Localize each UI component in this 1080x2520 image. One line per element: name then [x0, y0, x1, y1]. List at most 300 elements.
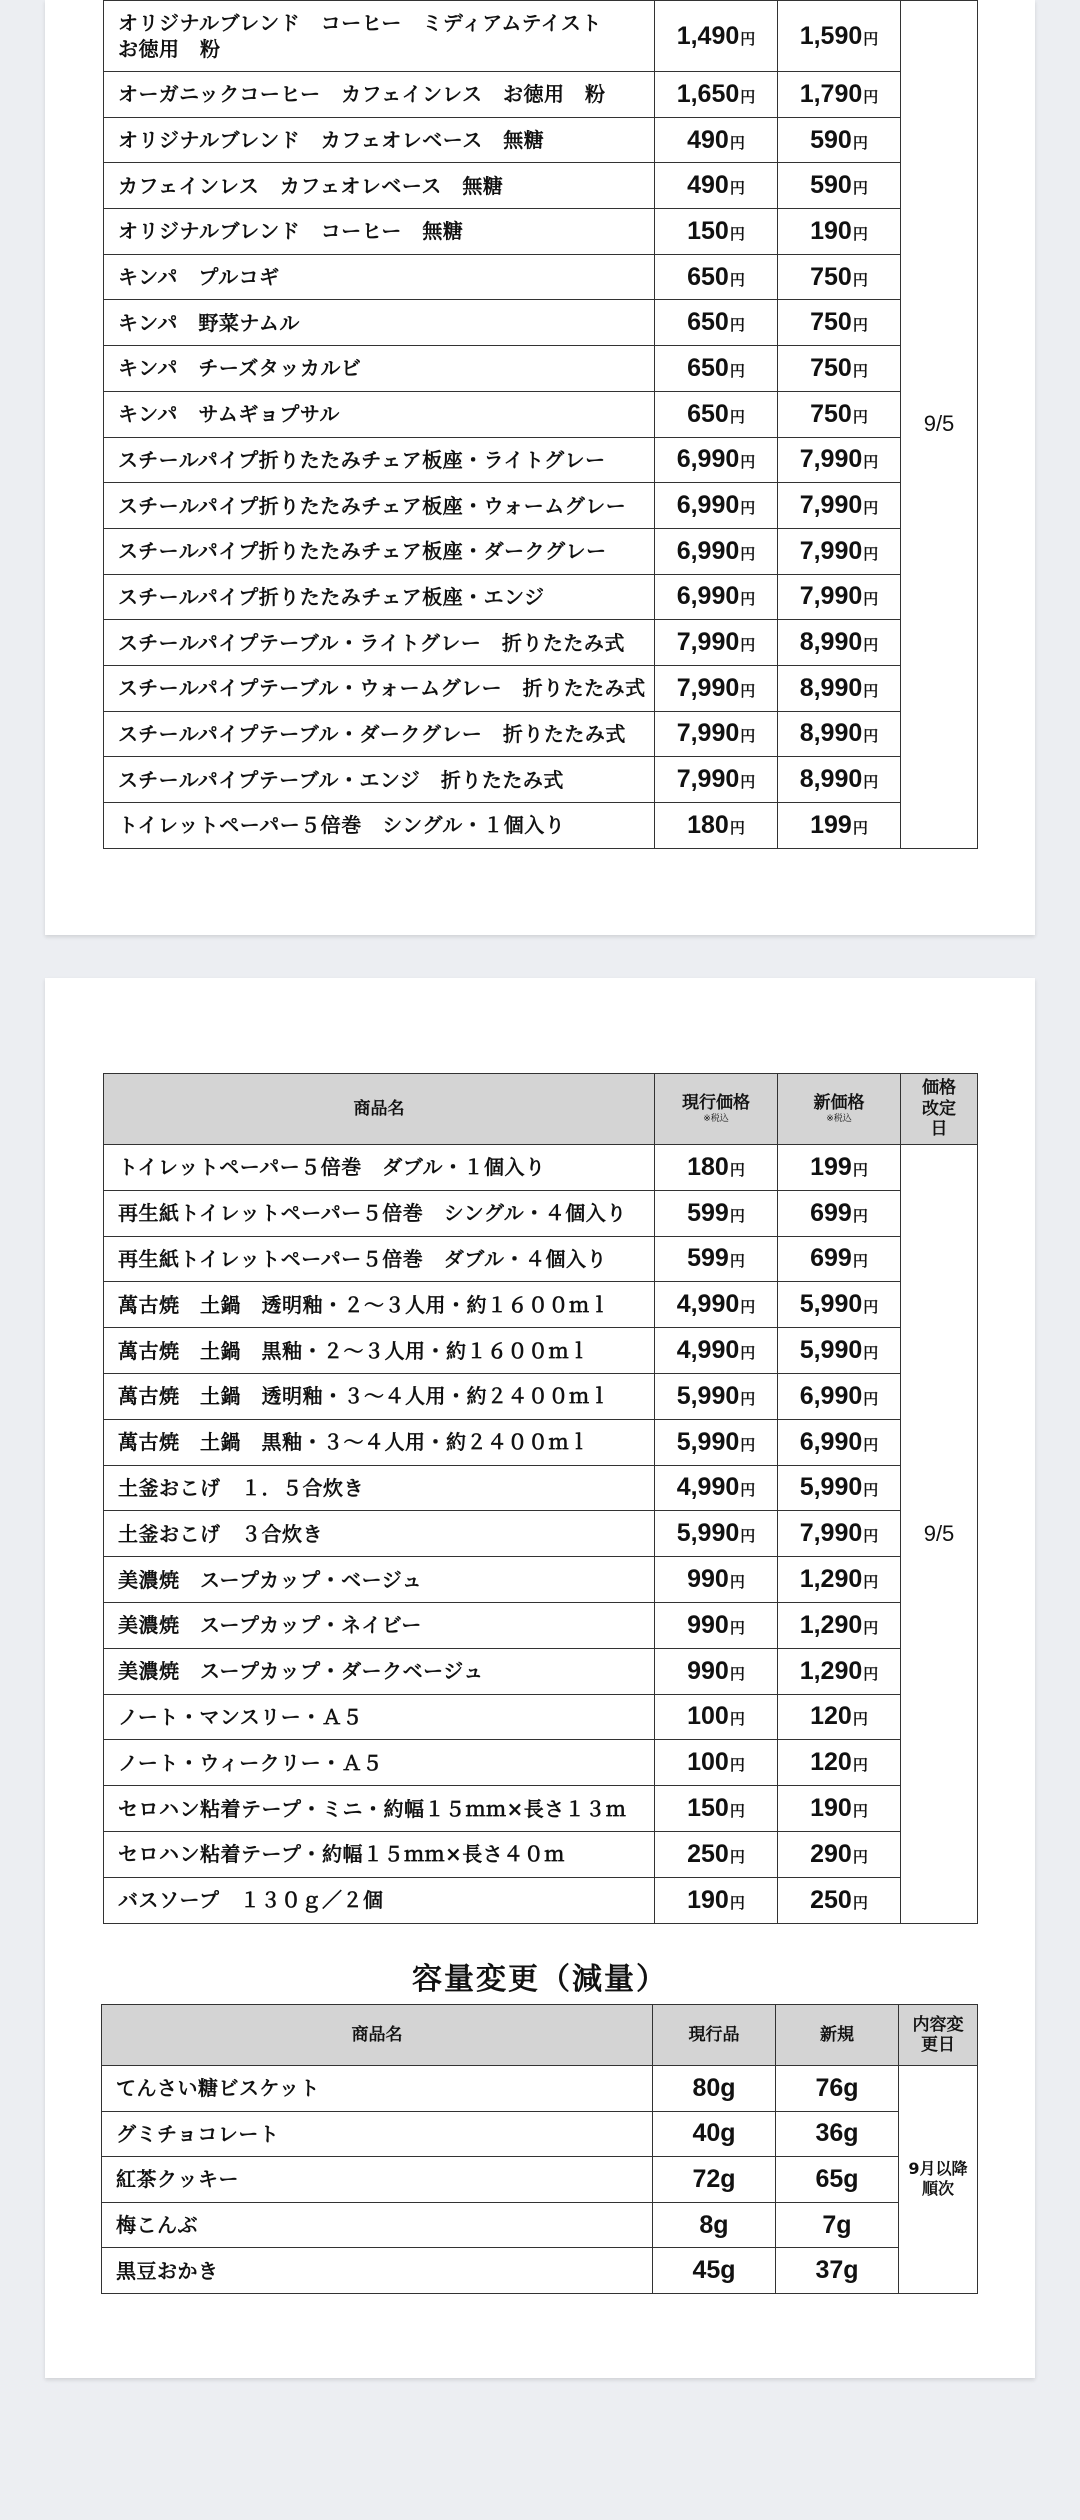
new-price: [778, 528, 901, 574]
product-name: グミチョコレート: [102, 2111, 653, 2157]
table-row: [104, 1145, 978, 1191]
volume-change-title: 容量変更（減量）: [412, 1962, 668, 1997]
product-name: 紅茶クッキー: [102, 2157, 653, 2203]
table-row: [104, 1465, 978, 1511]
yen-unit: 円: [852, 819, 868, 837]
new-price: [778, 1, 901, 72]
table-row: [104, 711, 978, 757]
product-name: スチールパイプ折りたたみチェア板座・ウォームグレー: [104, 483, 655, 529]
new-price: [778, 1145, 901, 1191]
new-price-value: 750: [810, 353, 852, 382]
current-price: [655, 1694, 778, 1740]
yen-unit: 円: [729, 1665, 745, 1683]
yen-unit: 円: [863, 454, 879, 472]
new-volume: 65g: [776, 2157, 899, 2203]
table-row: [104, 1511, 978, 1557]
current-price-value: 6,990: [676, 536, 740, 565]
current-price: [655, 391, 778, 437]
table-row: [104, 1877, 978, 1923]
price-change-table-1: [103, 0, 978, 849]
new-price-value: 1,290: [799, 1656, 863, 1685]
new-price: [778, 620, 901, 666]
current-price-value: 250: [687, 1839, 729, 1868]
yen-unit: 円: [729, 134, 745, 152]
current-price: [655, 1419, 778, 1465]
new-price: [778, 1648, 901, 1694]
new-price-value: 6,990: [799, 1427, 863, 1456]
product-name: セロハン粘着テープ・ミニ・約幅１５ｍｍ×長さ１３ｍ: [104, 1786, 655, 1832]
volume-change-date: [899, 2066, 978, 2294]
new-price-value: 8,990: [799, 673, 863, 702]
current-price-value: 7,990: [676, 765, 740, 794]
yen-unit: 円: [863, 682, 879, 700]
current-price-value: 100: [687, 1702, 729, 1731]
new-price: [778, 1236, 901, 1282]
new-price: [778, 803, 901, 849]
table-row: [104, 574, 978, 620]
yen-unit: 円: [863, 637, 879, 655]
current-price: [655, 1, 778, 72]
price-list-card-1: [45, 0, 1035, 935]
current-price: [655, 1877, 778, 1923]
yen-unit: 円: [863, 1665, 879, 1683]
current-price: [655, 1557, 778, 1603]
yen-unit: 円: [729, 1848, 745, 1866]
current-price-value: 1,490: [676, 21, 740, 50]
current-price: [655, 711, 778, 757]
table-row: [104, 1648, 978, 1694]
header-volume-current: 現行品: [653, 2005, 776, 2066]
yen-unit: 円: [729, 819, 745, 837]
table-row: [104, 346, 978, 392]
product-name: 再生紙トイレットペーパー５倍巻 シングル・４個入り: [104, 1190, 655, 1236]
yen-unit: 円: [729, 271, 745, 289]
new-price: [778, 1373, 901, 1419]
product-name: バスソープ １３０ｇ／２個: [104, 1877, 655, 1923]
current-price: [655, 1786, 778, 1832]
table-row: [102, 2202, 978, 2248]
header-change-date: 価格改定日: [901, 1074, 978, 1145]
product-name: 萬古焼 土鍋 透明釉・３～４人用・約２４００ｍｌ: [104, 1373, 655, 1419]
current-price: [655, 72, 778, 118]
new-volume: 7g: [776, 2202, 899, 2248]
table-row: [102, 2248, 978, 2294]
product-name: ノート・ウィークリー・Ａ５: [104, 1740, 655, 1786]
yen-unit: 円: [852, 408, 868, 426]
current-price: [655, 1648, 778, 1694]
new-price-value: 7,990: [799, 582, 863, 611]
yen-unit: 円: [852, 1253, 868, 1271]
new-price: [778, 1831, 901, 1877]
yen-unit: 円: [852, 1757, 868, 1775]
current-price: [655, 209, 778, 255]
new-price-value: 1,590: [799, 21, 863, 50]
current-price-value: 6,990: [676, 582, 740, 611]
table-row: [104, 528, 978, 574]
current-price-value: 650: [687, 262, 729, 291]
yen-unit: 円: [729, 408, 745, 426]
new-price: [778, 757, 901, 803]
new-price-value: 7,990: [799, 536, 863, 565]
product-name: 萬古焼 土鍋 黒釉・２～３人用・約１６００ｍｌ: [104, 1328, 655, 1374]
new-price: [778, 1877, 901, 1923]
yen-unit: 円: [729, 1207, 745, 1225]
yen-unit: 円: [740, 637, 756, 655]
current-volume: 45g: [653, 2248, 776, 2294]
table-row: [104, 483, 978, 529]
yen-unit: 円: [852, 1894, 868, 1912]
yen-unit: 円: [740, 1299, 756, 1317]
current-price: [655, 620, 778, 666]
product-name: スチールパイプテーブル・ライトグレー 折りたたみ式: [104, 620, 655, 666]
current-price: [655, 1328, 778, 1374]
product-name: 美濃焼 スープカップ・ダークベージュ: [104, 1648, 655, 1694]
table-row: [104, 437, 978, 483]
current-price: [655, 1236, 778, 1282]
new-price-value: 190: [810, 1794, 852, 1823]
product-name: 梅こんぶ: [102, 2202, 653, 2248]
current-price-value: 7,990: [676, 628, 740, 657]
current-price: [655, 528, 778, 574]
current-price: [655, 346, 778, 392]
yen-unit: 円: [729, 317, 745, 335]
yen-unit: 円: [740, 682, 756, 700]
current-price-value: 990: [687, 1565, 729, 1594]
product-name: トイレットペーパー５倍巻 ダブル・１個入り: [104, 1145, 655, 1191]
new-price-value: 8,990: [799, 765, 863, 794]
new-price: [778, 300, 901, 346]
current-price-value: 6,990: [676, 491, 740, 520]
table-row: [104, 803, 978, 849]
current-price-value: 150: [687, 216, 729, 245]
new-price: [778, 1190, 901, 1236]
new-price-value: 120: [810, 1748, 852, 1777]
product-name: ノート・マンスリー・Ａ５: [104, 1694, 655, 1740]
current-volume: 40g: [653, 2111, 776, 2157]
yen-unit: 円: [863, 1299, 879, 1317]
current-price-value: 180: [687, 810, 729, 839]
yen-unit: 円: [740, 30, 756, 48]
current-price-value: 650: [687, 399, 729, 428]
product-name: 土釜おこげ ３合炊き: [104, 1511, 655, 1557]
yen-unit: 円: [863, 545, 879, 563]
new-price-value: 699: [810, 1198, 852, 1227]
new-volume: 76g: [776, 2066, 899, 2112]
table-row: [104, 209, 978, 255]
yen-unit: 円: [729, 362, 745, 380]
new-price-value: 750: [810, 308, 852, 337]
new-price: [778, 1419, 901, 1465]
yen-unit: 円: [729, 1894, 745, 1912]
price-change-date: 9/5: [901, 1, 978, 849]
current-price: [655, 1740, 778, 1786]
new-price-value: 7,990: [799, 445, 863, 474]
product-name: カフェインレス カフェオレベース 無糖: [104, 163, 655, 209]
table-row: [104, 1557, 978, 1603]
table-row: [104, 72, 978, 118]
new-price: [778, 209, 901, 255]
new-price-value: 590: [810, 171, 852, 200]
current-price: [655, 1190, 778, 1236]
table-row: [104, 1419, 978, 1465]
yen-unit: 円: [740, 454, 756, 472]
new-price: [778, 711, 901, 757]
header-new-price: 新価格 ※税込: [778, 1074, 901, 1145]
product-name: スチールパイプ折りたたみチェア板座・ダークグレー: [104, 528, 655, 574]
current-price: [655, 300, 778, 346]
current-volume: 72g: [653, 2157, 776, 2203]
current-price: [655, 1282, 778, 1328]
new-price-value: 699: [810, 1244, 852, 1273]
yen-unit: 円: [729, 1757, 745, 1775]
new-price: [778, 665, 901, 711]
current-price-value: 5,990: [676, 1427, 740, 1456]
yen-unit: 円: [852, 317, 868, 335]
current-price-value: 599: [687, 1244, 729, 1273]
current-price-value: 650: [687, 353, 729, 382]
product-name: スチールパイプテーブル・ウォームグレー 折りたたみ式: [104, 665, 655, 711]
current-price: [655, 665, 778, 711]
new-price-value: 199: [810, 1152, 852, 1181]
table-row: [104, 1602, 978, 1648]
volume-change-table: [101, 2004, 978, 2294]
product-name: 萬古焼 土鍋 黒釉・３～４人用・約２４００ｍｌ: [104, 1419, 655, 1465]
current-price-value: 4,990: [676, 1336, 740, 1365]
yen-unit: 円: [729, 1619, 745, 1637]
new-price: [778, 1602, 901, 1648]
table-row: [104, 1694, 978, 1740]
new-price: [778, 117, 901, 163]
product-name: キンパ サムギョプサル: [104, 391, 655, 437]
header-product-name: 商品名: [104, 1074, 655, 1145]
yen-unit: 円: [729, 180, 745, 198]
table-row: [104, 757, 978, 803]
current-price-value: 490: [687, 125, 729, 154]
new-price-value: 190: [810, 216, 852, 245]
yen-unit: 円: [729, 1803, 745, 1821]
table-row: [104, 1190, 978, 1236]
yen-unit: 円: [740, 1482, 756, 1500]
new-price-value: 120: [810, 1702, 852, 1731]
new-price-value: 5,990: [799, 1336, 863, 1365]
new-price-value: 750: [810, 399, 852, 428]
table-row: [104, 620, 978, 666]
yen-unit: 円: [740, 545, 756, 563]
current-price-value: 7,990: [676, 673, 740, 702]
current-price-value: 5,990: [676, 1381, 740, 1410]
table-row: [104, 1786, 978, 1832]
product-name: 萬古焼 土鍋 透明釉・２～３人用・約１６００ｍｌ: [104, 1282, 655, 1328]
new-price-value: 1,790: [799, 79, 863, 108]
yen-unit: 円: [740, 1390, 756, 1408]
new-price: [778, 391, 901, 437]
current-price: [655, 1602, 778, 1648]
current-price-value: 180: [687, 1152, 729, 1181]
yen-unit: 円: [740, 1436, 756, 1454]
yen-unit: 円: [729, 1161, 745, 1179]
new-price-value: 199: [810, 810, 852, 839]
table-row: [102, 2111, 978, 2157]
yen-unit: 円: [852, 134, 868, 152]
product-name: トイレットペーパー５倍巻 シングル・１個入り: [104, 803, 655, 849]
current-price-value: 5,990: [676, 1519, 740, 1548]
yen-unit: 円: [863, 774, 879, 792]
product-name: セロハン粘着テープ・約幅１５ｍｍ×長さ４０ｍ: [104, 1831, 655, 1877]
table-row: [104, 163, 978, 209]
yen-unit: 円: [863, 30, 879, 48]
table-row: [104, 391, 978, 437]
current-price: [655, 483, 778, 529]
new-volume: 36g: [776, 2111, 899, 2157]
yen-unit: 円: [852, 180, 868, 198]
current-price-value: 150: [687, 1794, 729, 1823]
new-price: [778, 1786, 901, 1832]
yen-unit: 円: [852, 1803, 868, 1821]
current-price-value: 100: [687, 1748, 729, 1777]
product-name: 美濃焼 スープカップ・ネイビー: [104, 1602, 655, 1648]
header-volume-product-name: 商品名: [102, 2005, 653, 2066]
product-name: オーガニックコーヒー カフェインレス お徳用 粉: [104, 72, 655, 118]
current-price-value: 490: [687, 171, 729, 200]
new-price: [778, 574, 901, 620]
price-list-card-2: [45, 978, 1035, 2378]
table-row: [104, 1236, 978, 1282]
yen-unit: 円: [863, 88, 879, 106]
current-price-value: 4,990: [676, 1473, 740, 1502]
table-row: [104, 1831, 978, 1877]
current-price-value: 1,650: [676, 79, 740, 108]
yen-unit: 円: [729, 225, 745, 243]
yen-unit: 円: [852, 362, 868, 380]
current-price: [655, 1511, 778, 1557]
new-price: [778, 1694, 901, 1740]
current-price: [655, 1145, 778, 1191]
product-name: 黒豆おかき: [102, 2248, 653, 2294]
price-change-table-2: [103, 1073, 978, 1924]
yen-unit: 円: [740, 591, 756, 609]
yen-unit: 円: [863, 1574, 879, 1592]
current-price-value: 990: [687, 1656, 729, 1685]
current-price-value: 190: [687, 1885, 729, 1914]
yen-unit: 円: [729, 1253, 745, 1271]
yen-unit: 円: [863, 1390, 879, 1408]
product-name: オリジナルブレンド コーヒー 無糖: [104, 209, 655, 255]
new-price: [778, 346, 901, 392]
price-change-date: 9/5: [901, 1145, 978, 1924]
product-name: てんさい糖ビスケット: [102, 2066, 653, 2112]
current-price: [655, 1373, 778, 1419]
new-price: [778, 437, 901, 483]
new-volume: 37g: [776, 2248, 899, 2294]
new-price-value: 750: [810, 262, 852, 291]
yen-unit: 円: [863, 591, 879, 609]
yen-unit: 円: [740, 1528, 756, 1546]
header-current-price: 現行価格 ※税込: [655, 1074, 778, 1145]
current-price-value: 599: [687, 1198, 729, 1227]
current-price-value: 6,990: [676, 445, 740, 474]
product-name: スチールパイプテーブル・エンジ 折りたたみ式: [104, 757, 655, 803]
table-row: [104, 117, 978, 163]
header-volume-date: 内容変更日: [899, 2005, 978, 2066]
product-name: スチールパイプ折りたたみチェア板座・ライトグレー: [104, 437, 655, 483]
new-price: [778, 1282, 901, 1328]
new-price-value: 590: [810, 125, 852, 154]
new-price-value: 250: [810, 1885, 852, 1914]
current-price: [655, 117, 778, 163]
table-row: [102, 2157, 978, 2203]
new-price: [778, 1328, 901, 1374]
product-name: キンパ 野菜ナムル: [104, 300, 655, 346]
yen-unit: 円: [740, 88, 756, 106]
current-volume: 80g: [653, 2066, 776, 2112]
new-price-value: 1,290: [799, 1610, 863, 1639]
current-price: [655, 437, 778, 483]
volume-change-date-text: 9月以降順次: [908, 2158, 968, 2199]
product-name: キンパ プルコギ: [104, 254, 655, 300]
new-price: [778, 1511, 901, 1557]
yen-unit: 円: [863, 1482, 879, 1500]
new-price-value: 5,990: [799, 1290, 863, 1319]
current-price-value: 7,990: [676, 719, 740, 748]
current-price: [655, 803, 778, 849]
yen-unit: 円: [852, 1848, 868, 1866]
new-price: [778, 254, 901, 300]
product-name: キンパ チーズタッカルビ: [104, 346, 655, 392]
header-volume-new: 新規: [776, 2005, 899, 2066]
table-row: [104, 254, 978, 300]
product-name: オリジナルブレンド カフェオレベース 無糖: [104, 117, 655, 163]
table-row: [104, 1282, 978, 1328]
new-price: [778, 72, 901, 118]
yen-unit: 円: [740, 500, 756, 518]
table-row: [102, 2066, 978, 2112]
current-volume: 8g: [653, 2202, 776, 2248]
new-price-value: 8,990: [799, 628, 863, 657]
yen-unit: 円: [863, 1619, 879, 1637]
yen-unit: 円: [740, 728, 756, 746]
current-price-value: 4,990: [676, 1290, 740, 1319]
yen-unit: 円: [729, 1574, 745, 1592]
table-row: [104, 665, 978, 711]
current-price: [655, 574, 778, 620]
new-price-value: 1,290: [799, 1565, 863, 1594]
product-name: 土釜おこげ １．５合炊き: [104, 1465, 655, 1511]
yen-unit: 円: [863, 1345, 879, 1363]
new-price: [778, 1465, 901, 1511]
new-price-value: 5,990: [799, 1473, 863, 1502]
table-row: [104, 300, 978, 346]
new-price: [778, 1557, 901, 1603]
current-price: [655, 1465, 778, 1511]
product-name: 美濃焼 スープカップ・ベージュ: [104, 1557, 655, 1603]
yen-unit: 円: [852, 225, 868, 243]
product-name: スチールパイプテーブル・ダークグレー 折りたたみ式: [104, 711, 655, 757]
yen-unit: 円: [863, 728, 879, 746]
new-price: [778, 483, 901, 529]
yen-unit: 円: [740, 774, 756, 792]
current-price: [655, 1831, 778, 1877]
new-price: [778, 163, 901, 209]
new-price-value: 6,990: [799, 1381, 863, 1410]
product-name: 再生紙トイレットペーパー５倍巻 ダブル・４個入り: [104, 1236, 655, 1282]
current-price-value: 990: [687, 1610, 729, 1639]
table-row: [104, 1, 978, 72]
current-price: [655, 163, 778, 209]
yen-unit: 円: [863, 1436, 879, 1454]
new-price-value: 8,990: [799, 719, 863, 748]
yen-unit: 円: [852, 1711, 868, 1729]
new-price-value: 7,990: [799, 491, 863, 520]
